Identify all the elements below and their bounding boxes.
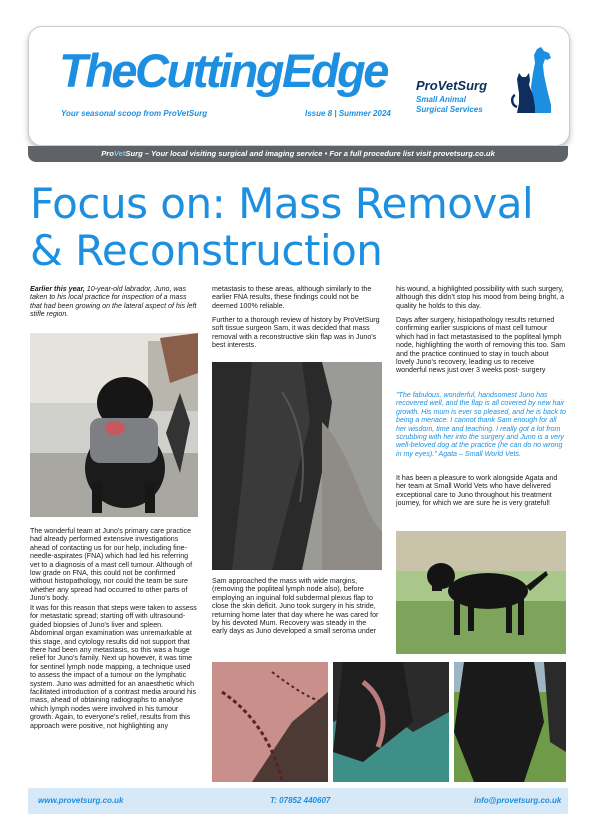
brand-subtitle-2: Surgical Services bbox=[416, 105, 483, 114]
photo-hair-regrowth bbox=[454, 662, 566, 782]
article-lead: Earlier this year, 10-year-old labrador, Juno, was taken to his local practice for inspection of a mass that had been growing on the lateral aspect of his left stifle region. bbox=[30, 285, 197, 319]
col3-paragraph-1: his wound, a highlighted possibility with such surgery, although this didn't stop his mood from being bright, a quality he holds to this day. bbox=[396, 285, 565, 310]
website-link[interactable]: www.provetsurg.co.uk bbox=[38, 796, 124, 805]
headline-line-2: & Reconstruction bbox=[30, 226, 383, 275]
col2-paragraph-2: Further to a thorough review of history by ProVetSurg soft tissue surgeon Sam, it was decided that mass removal with a reconstructive skin flap was in Juno's best interests. bbox=[212, 316, 380, 350]
testimonial-quote: "The fabulous, wonderful, handsomest Juno has recovered well, and the flap is all covered by new hair growth. His mum is ever so pleased, and he is back to being a menace. I cannot thank Sam enough for all her wisdom, time and teaching. I really got a lot from scrubbing with her into the surgery and Juno is a very well-beloved dog at the practice (he can do no wrong in my eyes)." Agata – Small World Vets. bbox=[396, 391, 566, 458]
photo-juno-cone bbox=[30, 333, 198, 517]
masthead-card bbox=[28, 26, 570, 146]
col1-paragraph-2: It was for this reason that steps were taken to assess for metastatic spread; starting off with ultrasound-guided biopsies of Juno's liver and spleen. Abdominal organ examination was unremarkable at this stage, and cytology results did not support that there had been any metastasis, so this was a huge relief for Juno's family. Next up however, it was time for sentinel lymph node mapping, a technique used to assess the impact of a tumour on the lymphatic system. Juno was admitted for an anaesthetic which facilitated introduction of a contrast media around his mass, ahead of obtaining radiographs to analyse which lymph nodes were involved in his tumour growth. Again, to everyone's relief, results from this approach were positive, not highlighting any bbox=[30, 604, 197, 730]
photo-healing-wound bbox=[333, 662, 449, 782]
info-banner bbox=[28, 146, 568, 162]
col3-paragraph-3: It has been a pleasure to work alongside Agata and her team at Small World Vets who have delivered exceptional care to Juno throughout his treatment journey, for which we are sure he is very grateful! bbox=[396, 474, 558, 508]
col2-paragraph-3: Sam approached the mass with wide margins, (removing the popliteal lymph node also), before employing an inguinal fold subdermal plexus flap to close the skin deficit. Juno took surgery in his stride, returning home later that day where he was cared for by his devoted Mum. Recovery was steady in the early days as Juno developed a small seroma under bbox=[212, 577, 379, 636]
article-headline bbox=[30, 180, 570, 274]
col3-paragraph-2: Days after surgery, histopathology results returned confirming earlier suspicions of mast cell tumour which had in fact metastasised to the popliteal lymph node, highlighting the worth of removing this too. Sam and the practice continued to stay in touch about lovely Juno's recovery, leading us to receive wonderful news just over 3 weeks post- surgery bbox=[396, 316, 566, 375]
phone-number[interactable]: T: 07852 440607 bbox=[270, 796, 331, 805]
contact-footer bbox=[28, 788, 568, 814]
photo-post-op-incision bbox=[212, 662, 328, 782]
tagline: Your seasonal scoop from ProVetSurg bbox=[61, 109, 208, 118]
dog-cat-silhouette-icon bbox=[511, 45, 555, 117]
photo-juno-grass bbox=[396, 531, 566, 654]
brand-name: ProVetSurg bbox=[416, 78, 488, 93]
issue-label: Issue 8 | Summer 2024 bbox=[305, 109, 391, 118]
newsletter-title: TheCuttingEdge bbox=[59, 44, 387, 97]
col2-paragraph-1: metastasis to these areas, although similarly to the earlier FNA results, these findings could not be deemed 100% reliable. bbox=[212, 285, 372, 310]
banner-text: – Your local visiting surgical and imaging service • For a full procedure list visit provetsurg.co.uk bbox=[142, 149, 495, 158]
brand-subtitle-1: Small Animal bbox=[416, 95, 466, 104]
headline-line-1: Focus on: Mass Removal bbox=[30, 179, 534, 228]
email-link[interactable]: info@provetsurg.co.uk bbox=[474, 796, 562, 805]
banner-brand: ProVetSurg bbox=[101, 149, 143, 158]
col1-paragraph-1: The wonderful team at Juno's primary care practice had already performed extensive investigations ahead of contacting us for our help, including fine-needle-aspirates (FNA) which had led his referring vet to a diagnosis of a mast cell tumour. Although of low grade on FNA, this could not be confirmed without histopathology, nor could the team be sure whether any spread had occurred to other parts of Juno's body. bbox=[30, 527, 193, 603]
photo-stifle-close-up bbox=[212, 362, 382, 570]
